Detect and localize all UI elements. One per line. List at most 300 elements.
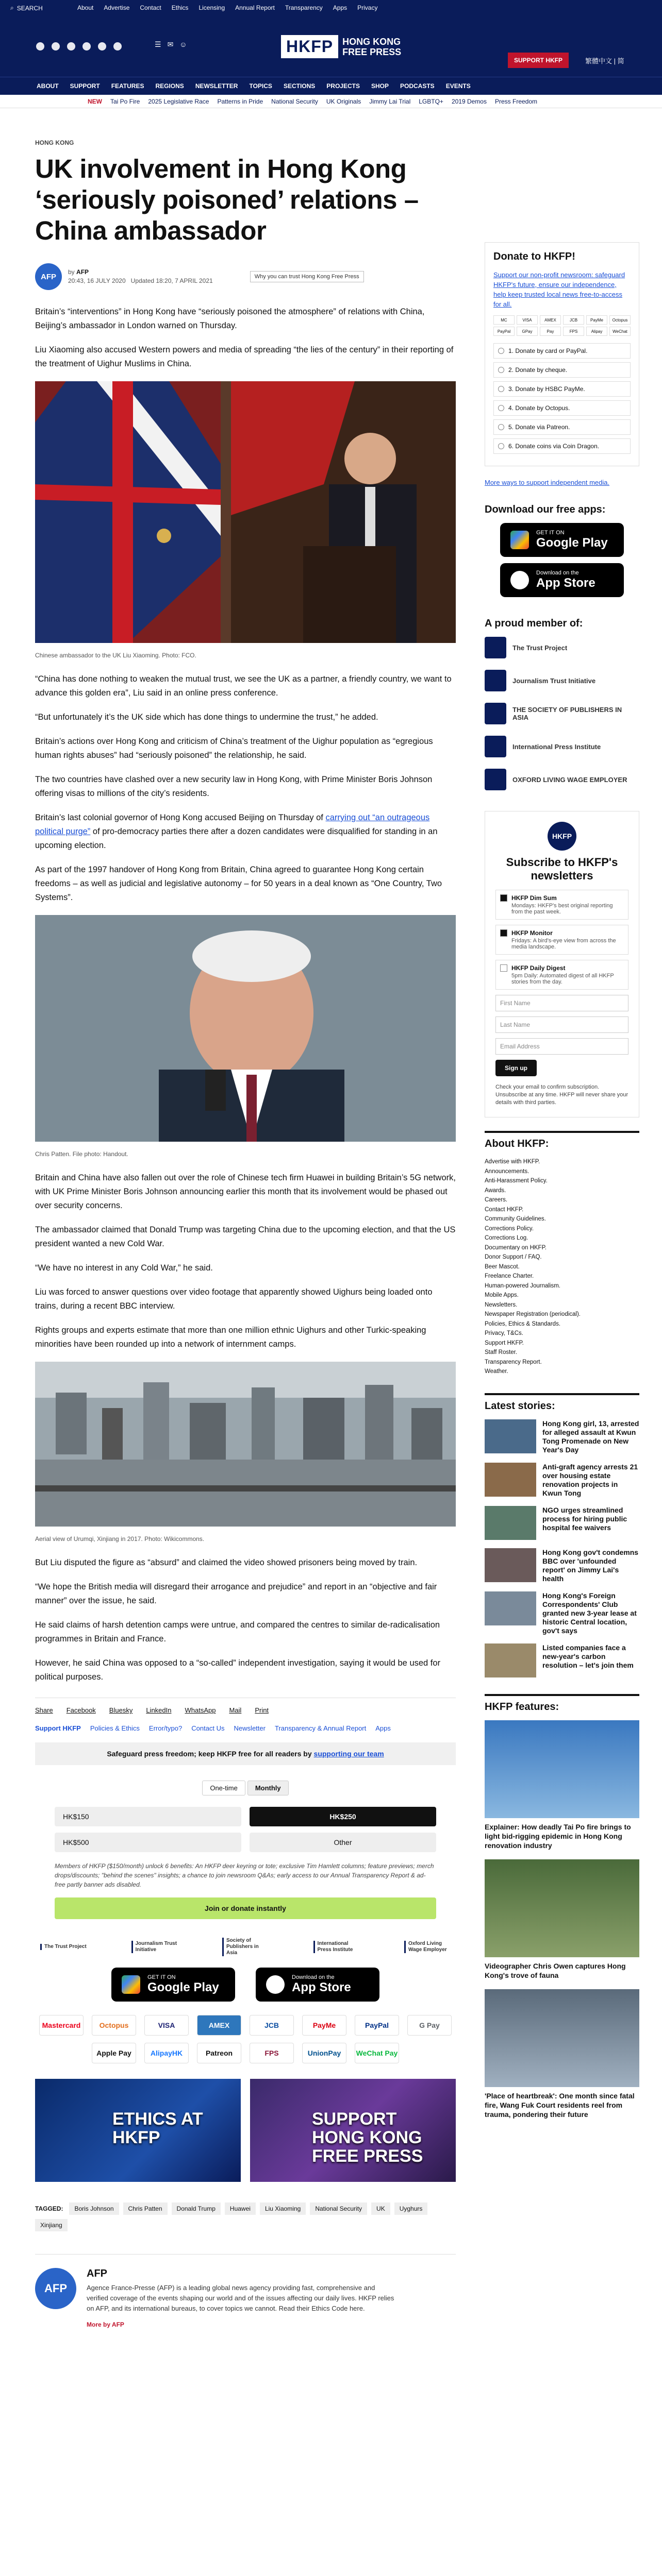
donate-banner-link[interactable]: supporting our team <box>313 1750 384 1758</box>
app-small: Download on the <box>536 570 579 576</box>
payment-logo[interactable]: Patreon <box>197 2043 241 2063</box>
tab-one-time[interactable]: One-time <box>202 1781 245 1795</box>
sidebar-payment-logos <box>493 315 631 336</box>
nav-icons <box>155 40 187 49</box>
member-name: The Trust Project <box>512 643 568 652</box>
member-name: THE SOCIETY OF PUBLISHERS IN ASIA <box>512 706 622 721</box>
story-thumbnail <box>485 1643 536 1677</box>
member-name: OXFORD LIVING WAGE EMPLOYER <box>512 775 627 784</box>
member-name: International Press Institute <box>512 742 601 751</box>
paragraph: “China has done nothing to weaken the mutual trust, we see the UK as a partner, a friendly country, we want to advance this golden era”, Liu said in an online press conference. <box>35 674 452 698</box>
payment-logo[interactable]: FPS <box>250 2043 294 2063</box>
latest-item[interactable] <box>485 1419 639 1454</box>
member-item[interactable] <box>485 637 639 658</box>
radio-icon <box>498 405 504 411</box>
share-bluesky[interactable]: Bluesky <box>109 1706 133 1714</box>
payment-logo[interactable]: AMEX <box>197 2015 241 2036</box>
pay-mini: MC <box>493 315 515 325</box>
amount-option-other[interactable]: Other <box>250 1833 436 1852</box>
amount-option[interactable]: HK$500 <box>55 1833 241 1852</box>
author-box-avatar[interactable]: AFP <box>35 2268 76 2309</box>
donate-option[interactable] <box>493 438 631 454</box>
social-icons <box>36 42 122 50</box>
newsletter-option[interactable] <box>495 960 628 990</box>
about-link[interactable]: Weather. <box>485 1368 508 1375</box>
about-link[interactable]: Advertise with HKFP. <box>485 1159 540 1165</box>
updated-date: Updated 18:20, 7 APRIL 2021 <box>130 277 213 284</box>
newsletter-option[interactable] <box>495 925 628 955</box>
pay-mini: FPS <box>563 327 584 336</box>
tag[interactable]: Liu Xiaoming <box>260 2202 306 2215</box>
sidebar-donate-box <box>485 242 639 466</box>
payment-logo[interactable]: Apple Pay <box>92 2043 136 2063</box>
payment-logo[interactable]: JCB <box>250 2015 294 2036</box>
nav-item[interactable]: ABOUT <box>37 82 59 90</box>
payment-logo[interactable]: G Pay <box>407 2015 452 2036</box>
about-link[interactable]: Corrections Log. <box>485 1235 528 1241</box>
donate-option[interactable] <box>493 381 631 397</box>
text-run: Britain’s last colonial governor of Hong Kong accused Beijing on Thursday of <box>35 813 326 822</box>
donate-amounts <box>55 1807 436 1852</box>
feature-title: Explainer: How deadly Tai Po fire brings to light bid-rigging epidemic in Hong Kong renovation industry <box>485 1822 631 1850</box>
nav-item[interactable]: PROJECTS <box>326 82 360 90</box>
app-store-button[interactable] <box>256 1968 379 2002</box>
tag[interactable]: Uyghurs <box>394 2202 428 2215</box>
bluesky-icon[interactable] <box>113 42 122 50</box>
top-link[interactable]: Annual Report <box>235 4 275 11</box>
sidebar <box>485 242 639 2136</box>
paragraph: The two countries have clashed over a new security law in Hong Kong, with Prime Minister Boris Johnson offering visas to millions of the city’s residents. <box>35 775 433 798</box>
latest-item[interactable] <box>485 1548 639 1583</box>
app-small: GET IT ON <box>147 1974 176 1980</box>
sopa-icon <box>485 703 506 724</box>
feature-title: 'Place of heartbreak': One month since fatal fire, Wang Fuk Court residents reel from trauma, pondering their future <box>485 2091 635 2119</box>
newsletter-fineprint: Check your email to confirm subscription. Unsubscribe at any time. HKFP will never share your details with third parties. <box>495 1084 628 1106</box>
payment-logo[interactable]: PayPal <box>355 2015 399 2036</box>
user-icon[interactable]: ☺ <box>179 40 187 48</box>
more-ways-link[interactable]: More ways to support independent media. <box>485 479 610 486</box>
trust-project-icon <box>485 637 506 658</box>
nav-item[interactable]: PODCASTS <box>400 82 435 90</box>
google-play-button[interactable] <box>111 1968 235 2002</box>
byline-meta <box>68 268 213 285</box>
photo-caption: Chinese ambassador to the UK Liu Xiaoming. Photo: FCO. <box>35 652 196 659</box>
paragraph: Liu Xiaoming also accused Western powers and media of spreading “the lies of the century” in their reporting of the treatment of Uighur Muslims in China. <box>35 345 454 368</box>
top-links <box>77 4 377 11</box>
language-switch[interactable]: 繁體中文 | 简 <box>585 57 624 65</box>
share-label: Share <box>35 1706 53 1714</box>
amount-option-selected[interactable]: HK$250 <box>250 1807 436 1826</box>
payment-logo[interactable]: Octopus <box>92 2015 136 2036</box>
facebook-icon[interactable] <box>36 42 44 50</box>
tag[interactable]: UK <box>371 2202 390 2215</box>
byline <box>35 259 456 295</box>
donate-option[interactable] <box>493 400 631 416</box>
nav-item[interactable]: NEWSLETTER <box>195 82 238 90</box>
join-donate-button[interactable]: Join or donate instantly <box>55 1897 436 1919</box>
story-thumbnail <box>485 1463 536 1497</box>
top-link[interactable]: Apps <box>333 4 347 11</box>
trending-link[interactable]: Patterns in Pride <box>217 97 263 105</box>
trending-link[interactable]: Jimmy Lai Trial <box>369 97 411 105</box>
google-play-icon <box>122 1975 140 1994</box>
membership-logos <box>35 1938 456 1956</box>
article-footer-links <box>35 1724 456 1732</box>
option-label: 3. Donate by HSBC PayMe. <box>508 385 585 393</box>
nav-item[interactable]: SECTIONS <box>283 82 316 90</box>
nl-text <box>511 929 624 950</box>
photo-chris-patten-image <box>35 915 456 1142</box>
footer-link[interactable]: Transparency & Annual Report <box>274 1724 367 1732</box>
footer-link[interactable]: Policies & Ethics <box>90 1724 140 1732</box>
logo-line: HONG KONG <box>342 36 401 47</box>
google-play-button[interactable] <box>500 523 624 557</box>
radio-icon <box>498 424 504 430</box>
nav-item[interactable]: TOPICS <box>249 82 272 90</box>
tag[interactable]: National Security <box>310 2202 367 2215</box>
about-link[interactable]: Policies, Ethics & Standards. <box>485 1320 561 1327</box>
photo-liu-xiaoming-image <box>35 381 456 643</box>
last-name-field[interactable]: Last Name <box>495 1016 628 1033</box>
paragraph: The ambassador claimed that Donald Trump was targeting China due to the upcoming election, and that the US president wanted a new Cold War. <box>35 1225 456 1248</box>
hkfp-features <box>485 1694 639 2119</box>
member-logo[interactable]: International Press Institute <box>313 1941 360 1953</box>
donate-option[interactable] <box>493 343 631 359</box>
top-link[interactable]: Contact <box>140 4 161 11</box>
publish-date: 20:43, 16 JULY 2020 <box>68 277 126 284</box>
living-wage-icon <box>485 769 506 790</box>
mail-icon[interactable]: ✉ <box>167 40 174 48</box>
trust-badge[interactable]: Why you can trust Hong Kong Free Press <box>250 271 364 282</box>
radio-icon <box>498 348 504 354</box>
masthead <box>0 15 662 77</box>
footer-link[interactable]: Newsletter <box>234 1724 266 1732</box>
latest-item[interactable] <box>485 1591 639 1635</box>
nl-title: HKFP Daily Digest <box>511 964 566 972</box>
about-section <box>485 1131 639 1377</box>
instagram-icon[interactable] <box>67 42 75 50</box>
about-link[interactable]: Newsletters. <box>485 1301 518 1308</box>
pay-mini: PayPal <box>493 327 515 336</box>
inline-link[interactable]: carrying out “an outrageous political purge” <box>35 813 430 836</box>
member-heading: A proud member of: <box>485 618 583 629</box>
app-small: GET IT ON <box>536 530 565 536</box>
nav-item[interactable]: FEATURES <box>111 82 144 90</box>
member-name: Journalism Trust Initiative <box>512 676 596 685</box>
photo-urumqi-image <box>35 1362 456 1527</box>
paragraph: But Liu disputed the figure as “absurd” and claimed the video showed prisoners being moved by train. <box>35 1558 418 1567</box>
sidebar-donate-link[interactable]: Support our non-profit newsroom: safeguard HKFP's future, ensure our independence, help keep trusted local news free-to-access for all. <box>493 271 625 308</box>
more-by-author-link[interactable]: More by AFP <box>87 2321 124 2328</box>
donate-frequency-tabs <box>35 1781 456 1795</box>
nl-desc: Mondays: HKFP's best original reporting from the past week. <box>511 903 613 915</box>
author-avatar[interactable]: AFP <box>35 263 62 290</box>
nl-desc: Fridays: A bird's-eye view from across the media landscape. <box>511 938 616 950</box>
payment-logo[interactable]: PayMe <box>302 2015 346 2036</box>
about-link[interactable]: Mobile Apps. <box>485 1292 519 1298</box>
payment-logo[interactable]: Mastercard <box>39 2015 84 2036</box>
about-link[interactable]: Support HKFP. <box>485 1340 524 1346</box>
story-title: Listed companies face a new-year's carbon resolution – let's join them <box>542 1643 634 1669</box>
threads-icon[interactable] <box>82 42 91 50</box>
story-thumbnail <box>485 1591 536 1625</box>
member-item[interactable] <box>485 769 639 790</box>
share-facebook[interactable]: Facebook <box>66 1706 96 1714</box>
trending-link[interactable]: 2025 Legislative Race <box>148 97 209 105</box>
author-name[interactable]: AFP <box>76 268 89 276</box>
youtube-icon[interactable] <box>98 42 106 50</box>
support-promo[interactable] <box>250 2079 456 2182</box>
about-link[interactable]: Transparency Report. <box>485 1359 542 1365</box>
main-nav <box>0 77 662 95</box>
photo-urumqi <box>35 1362 456 1529</box>
nav-item[interactable]: EVENTS <box>445 82 471 90</box>
paragraph <box>35 811 456 853</box>
tag[interactable]: Chris Patten <box>123 2202 168 2215</box>
paragraph: “But unfortunately it’s the UK side which has done things to undermine the trust,” he added. <box>35 713 378 722</box>
top-link[interactable]: Privacy <box>357 4 378 11</box>
member-logo[interactable]: Oxford Living Wage Employer <box>404 1941 451 1953</box>
x-icon[interactable] <box>52 42 60 50</box>
top-link[interactable]: Transparency <box>285 4 323 11</box>
member-list <box>485 637 639 790</box>
story-thumbnail <box>485 1419 536 1453</box>
paragraph: “We have no interest in any Cold War,” he said. <box>35 1263 213 1273</box>
donate-banner <box>35 1742 456 1765</box>
top-bar <box>0 0 662 15</box>
pay-mini: PayMe <box>586 315 607 325</box>
ipi-icon <box>485 736 506 757</box>
pay-mini: Alipay <box>586 327 607 336</box>
donate-option[interactable] <box>493 362 631 378</box>
nl-desc: 5pm Daily: Automated digest of all HKFP stories from the day. <box>511 973 614 985</box>
by-label: by <box>68 268 75 276</box>
story-title: Anti-graft agency arrests 21 over housing estate renovation projects in Kwun Tong <box>542 1462 638 1497</box>
feature-item[interactable] <box>485 1720 639 1850</box>
paragraph: Britain and China have also fallen out over the role of Chinese tech firm Huawei in building Britain’s 5G network, with UK Prime Minister Boris Johnson announcing earlier this month that its involvement would be phased out over security concerns. <box>35 1173 456 1210</box>
ethics-promo[interactable] <box>35 2079 241 2182</box>
member-item[interactable] <box>485 703 639 724</box>
about-link[interactable]: Community Guidelines. <box>485 1216 546 1222</box>
app-name: Google Play <box>536 536 608 550</box>
pay-mini: AMEX <box>540 315 561 325</box>
feature-item[interactable] <box>485 1859 639 1980</box>
app-name: Google Play <box>147 1980 219 1994</box>
trending-link[interactable]: Tai Po Fire <box>110 97 140 105</box>
share-bar <box>35 1698 456 1714</box>
nav-item[interactable]: SUPPORT <box>70 82 100 90</box>
section-kicker[interactable]: HONG KONG <box>35 139 74 146</box>
sidebar-app-buttons <box>485 523 639 597</box>
signup-button[interactable]: Sign up <box>495 1060 537 1076</box>
payment-methods <box>35 2015 456 2063</box>
app-small: Download on the <box>292 1974 335 1980</box>
paragraph: Britain’s “interventions” in Hong Kong have “seriously poisoned the atmosphere” of relations with China, Beijing’s ambassador in London warned on Thursday. <box>35 307 425 330</box>
app-name: App Store <box>536 576 595 590</box>
search-icon: ⌕ <box>10 4 14 11</box>
member-item[interactable] <box>485 736 639 757</box>
story-title: Hong Kong gov't condemns BBC over 'unfounded report' on Jimmy Lai's health <box>542 1548 639 1583</box>
hkfp-logo[interactable] <box>281 35 401 58</box>
trending-link[interactable]: Press Freedom <box>494 97 538 105</box>
about-link[interactable]: Documentary on HKFP. <box>485 1244 547 1251</box>
sidebar-donate-heading: Donate to HKFP! <box>493 251 575 262</box>
logo-line: FREE PRESS <box>342 46 402 57</box>
support-hkfp-button[interactable]: SUPPORT HKFP <box>508 53 569 68</box>
share-print[interactable]: Print <box>255 1706 269 1714</box>
author-box <box>35 2254 456 2328</box>
paragraph: Rights groups and experts estimate that more than one million ethnic Uighurs and other Turkic-speaking minorities have been rounded up into a network of internment camps. <box>35 1326 426 1349</box>
apple-icon <box>510 571 529 589</box>
app-store-buttons <box>35 1968 456 2002</box>
app-name: App Store <box>292 1980 351 1994</box>
story-title: Hong Kong's Foreign Correspondents' Club granted new 3-year lease at historic Central location, gov't says <box>542 1591 637 1635</box>
pay-mini: GPay <box>517 327 538 336</box>
member-logo[interactable]: The Trust Project <box>40 1944 87 1950</box>
paragraph: Liu was forced to answer questions over video footage that apparently showed Uighurs being loaded onto trains, during a recent BBC interview. <box>35 1287 433 1311</box>
payment-logo[interactable]: VISA <box>144 2015 189 2036</box>
app-store-button[interactable] <box>500 563 624 597</box>
photo-caption: Aerial view of Urumqi, Xinjiang in 2017. Photo: Wikicommons. <box>35 1535 205 1543</box>
article-title: UK involvement in Hong Kong ‘seriously poisoned’ relations – China ambassador <box>35 154 419 245</box>
photo-caption: Chris Patten. File photo: Handout. <box>35 1150 128 1158</box>
paragraph: As part of the 1997 handover of Hong Kong from Britain, China agreed to guarantee Hong Kong certain freedoms – as well as judicial and legislative autonomy – for 50 years in a deal known as “One Country, Two Systems”. <box>35 865 442 902</box>
option-label: 6. Donate coins via Coin Dragon. <box>508 443 600 450</box>
about-link[interactable]: Contact HKFP. <box>485 1206 524 1213</box>
option-label: 2. Donate by cheque. <box>508 366 568 374</box>
newsletter-box <box>485 811 639 1117</box>
option-label: 1. Donate by card or PayPal. <box>508 347 588 354</box>
top-link[interactable]: Licensing <box>198 4 225 11</box>
tag[interactable]: Donald Trump <box>172 2202 221 2215</box>
tag[interactable]: Huawei <box>225 2202 256 2215</box>
about-link[interactable]: Corrections Policy. <box>485 1225 534 1232</box>
checkbox-icon <box>500 929 507 937</box>
nav-item[interactable]: SHOP <box>371 82 389 90</box>
about-link[interactable]: Anti-Harassment Policy. <box>485 1178 548 1184</box>
top-link[interactable]: Advertise <box>104 4 130 11</box>
share-whatsapp[interactable]: WhatsApp <box>185 1706 216 1714</box>
promo-banners <box>35 2079 456 2182</box>
member-item[interactable] <box>485 670 639 691</box>
menu-icon[interactable]: ☰ <box>155 40 161 48</box>
photo-liu-xiaoming <box>35 381 456 646</box>
top-link[interactable]: About <box>77 4 94 11</box>
latest-item[interactable] <box>485 1643 639 1677</box>
payment-logo[interactable]: WeChat Pay <box>355 2043 399 2063</box>
member-logo[interactable]: Society of Publishers in Asia <box>222 1938 269 1956</box>
share-mail[interactable]: Mail <box>229 1706 242 1714</box>
amount-option[interactable]: HK$150 <box>55 1807 241 1826</box>
logo-box: HKFP <box>281 35 338 58</box>
latest-stories <box>485 1393 639 1677</box>
about-link[interactable]: Beer Mascot. <box>485 1263 520 1270</box>
about-link[interactable]: Awards. <box>485 1187 506 1194</box>
nl-title: HKFP Monitor <box>511 929 553 937</box>
footer-link[interactable]: Apps <box>375 1724 391 1732</box>
latest-item[interactable] <box>485 1506 639 1540</box>
donate-banner-text: Safeguard press freedom; keep HKFP free for all readers by <box>107 1750 314 1758</box>
footer-link[interactable]: Support HKFP <box>35 1724 81 1732</box>
trending-link[interactable]: National Security <box>271 97 318 105</box>
about-link[interactable]: Newspaper Registration (periodical). <box>485 1311 581 1317</box>
sidebar-donate-lead <box>493 270 631 309</box>
trending-link[interactable]: 2019 Demos <box>451 97 487 105</box>
share-linkedin[interactable]: LinkedIn <box>146 1706 172 1714</box>
article <box>35 139 456 2328</box>
nl-text <box>511 894 624 915</box>
payment-logo[interactable]: UnionPay <box>302 2043 346 2063</box>
paragraph: Britain’s actions over Hong Kong and criticism of China’s treatment of the Uighur population as “egregious human rights abuses” had “seriously poisoned” the relationship, he said. <box>35 737 433 760</box>
email-field[interactable]: Email Address <box>495 1038 628 1055</box>
about-link[interactable]: Human-powered Journalism. <box>485 1282 561 1289</box>
story-thumbnail <box>485 1506 536 1540</box>
google-play-icon <box>510 531 529 549</box>
about-list <box>485 1157 639 1377</box>
about-link[interactable]: Privacy, T&Cs. <box>485 1330 523 1336</box>
donate-option[interactable] <box>493 419 631 435</box>
checkbox-icon <box>500 894 507 902</box>
about-link[interactable]: Careers. <box>485 1197 508 1203</box>
checkbox-icon <box>500 964 507 972</box>
nl-title: HKFP Dim Sum <box>511 894 557 902</box>
latest-item[interactable] <box>485 1463 639 1498</box>
author-box-name[interactable]: AFP <box>87 2268 107 2279</box>
about-link[interactable]: Freelance Charter. <box>485 1273 534 1279</box>
member-logo[interactable]: Journalism Trust Initiative <box>131 1941 178 1953</box>
feature-item[interactable] <box>485 1989 639 2119</box>
latest-heading: Latest stories: <box>485 1400 555 1412</box>
about-link[interactable]: Donor Support / FAQ. <box>485 1254 542 1260</box>
footer-link[interactable]: Contact Us <box>191 1724 225 1732</box>
tag[interactable]: Boris Johnson <box>69 2202 119 2215</box>
features-heading: HKFP features: <box>485 1701 559 1713</box>
article-tags <box>35 2202 456 2231</box>
payment-logo[interactable]: AlipayHK <box>144 2043 189 2063</box>
nl-text <box>511 964 624 985</box>
footer-link[interactable]: Error/typo? <box>148 1724 183 1732</box>
story-title: NGO urges streamlined process for hiring public hospital fee waivers <box>542 1505 627 1532</box>
membership-benefits: Members of HKFP ($150/month) unlock 6 benefits: An HKFP deer keyring or tote; exclusive Tim Hamlett columns; feature previews; merch drops/discounts; "behind the scenes" insights; a chance to join newsroom Q&As; early access to our Annual Transparency Report & ad-free partly banner ads disabled. <box>55 1862 434 1888</box>
paragraph: “We hope the British media will disregard their arrogance and prejudice” and report in an “objective and fair manner” over the issue, he said. <box>35 1582 437 1605</box>
paragraph: He said claims of harsh detention camps were untrue, and compared the centres to similar de-radicalisation programmes in Britain and France. <box>35 1620 440 1643</box>
about-link[interactable]: Announcements. <box>485 1168 529 1175</box>
about-heading: About HKFP: <box>485 1138 549 1149</box>
feature-image <box>485 1989 639 2087</box>
promo-title: ETHICS AT HKFP <box>112 2109 203 2147</box>
feature-image <box>485 1859 639 1957</box>
first-name-field[interactable]: First Name <box>495 995 628 1011</box>
tab-monthly[interactable]: Monthly <box>247 1781 289 1795</box>
story-thumbnail <box>485 1548 536 1582</box>
feature-title: Videographer Chris Owen captures Hong Kong's trove of fauna <box>485 1961 626 1979</box>
trending-link[interactable]: LGBTQ+ <box>419 97 443 105</box>
option-label: 4. Donate by Octopus. <box>508 404 570 412</box>
trending-bar <box>0 95 662 108</box>
newsletter-option[interactable] <box>495 890 628 920</box>
nav-item[interactable]: REGIONS <box>155 82 184 90</box>
paragraph: However, he said China was opposed to a “so-called” independent investigation, saying it would be used for political purposes. <box>35 1658 441 1682</box>
search-button[interactable]: ⌕ SEARCH <box>10 4 43 12</box>
trending-link[interactable]: UK Originals <box>326 97 361 105</box>
pay-mini: Pay <box>540 327 561 336</box>
top-link[interactable]: Ethics <box>171 4 189 11</box>
radio-icon <box>498 443 504 449</box>
tags-label: TAGGED: <box>35 2205 63 2212</box>
text-run: of pro-democracy parties there after a dozen candidates were disqualified for standing in an upcoming election. <box>35 827 438 850</box>
about-link[interactable]: Staff Roster. <box>485 1349 518 1355</box>
tag[interactable]: Xinjiang <box>35 2219 68 2231</box>
